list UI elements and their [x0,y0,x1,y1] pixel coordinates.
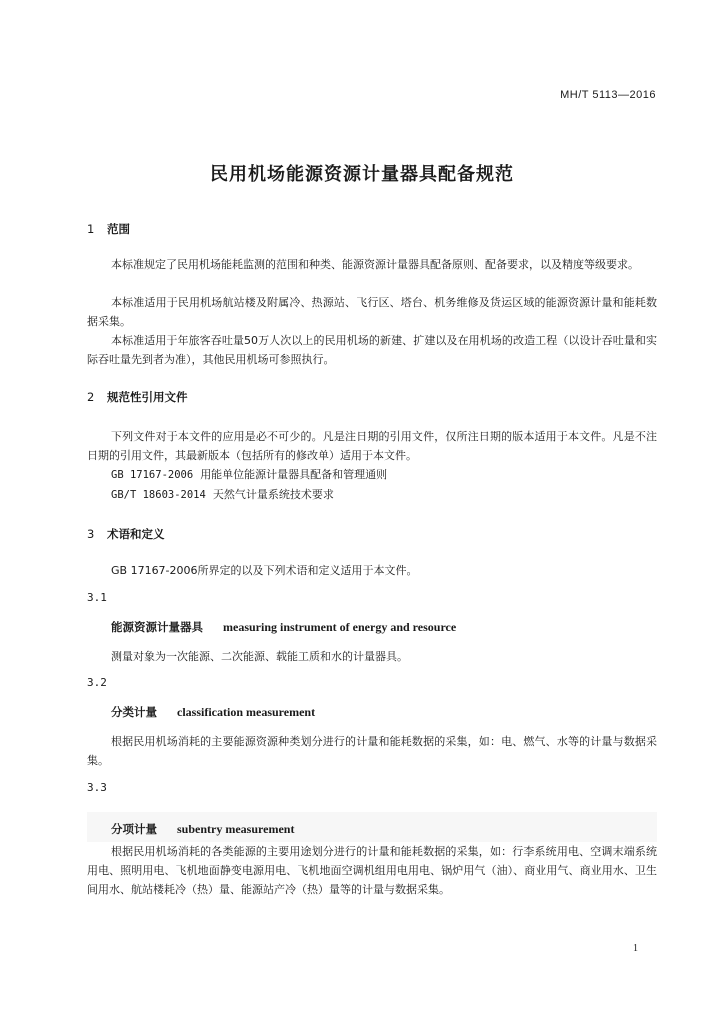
paragraph: 本标准适用于民用机场航站楼及附属冷、热源站、飞行区、塔台、机务维修及货运区域的能源资源计量和能耗数据采集。 [87,296,657,328]
paragraph: 下列文件对于本文件的应用是必不可少的。凡是注日期的引用文件，仅所注日期的版本适用于本文件。凡是不注日期的引用文件，其最新版本（包括所有的修改单）适用于本文件。 [87,430,657,462]
term-definition: 根据民用机场消耗的各类能源的主要用途划分进行的计量和能耗数据的采集，如：行李系统用电、空调末端系统用电、照明用电、飞机地面静变电源用电、飞机地面空调机组用电用电、锅炉用气（油）、商业用气、商业用水、卫生间用水、航站楼耗冷（热）量、能源站产冷（热）量等的计量与数据采集。 [87,845,657,896]
term-en: measuring instrument of energy and resource [223,620,457,634]
section-1-heading [87,221,130,237]
normative-reference [111,466,387,482]
term-definition: 根据民用机场消耗的主要能源资源种类划分进行的计量和能耗数据的采集，如：电、燃气、水等的计量与数据采集。 [87,735,657,767]
section-number: 2 [87,390,95,404]
section-number: 1 [87,222,95,236]
term-zh: 分项计量 [111,822,157,836]
reference-code: GB/T 18603-2014 [111,489,206,501]
reference-title: 天然气计量系统技术要求 [212,488,334,501]
reference-title: 用能单位能源计量器具配备和管理通则 [200,468,388,481]
section-title: 术语和定义 [107,527,165,541]
term-zh: 能源资源计量器具 [111,620,203,634]
term-en: subentry measurement [177,822,295,836]
term-heading [111,704,315,720]
term-zh: 分类计量 [111,705,157,719]
paragraph: GB 17167-2006所界定的以及下列术语和定义适用于本文件。 [111,564,418,577]
clause-number: 3.3 [87,781,107,794]
document-title: 民用机场能源资源计量器具配备规范 [210,164,514,185]
page-number: 1 [633,943,638,954]
term-en: classification measurement [177,705,316,719]
reference-code: GB 17167-2006 [111,469,194,481]
clause-number: 3.1 [87,591,107,604]
clause-number: 3.2 [87,676,107,689]
normative-reference [111,486,334,502]
section-3-heading [87,526,165,542]
term-heading [111,619,456,635]
paragraph: 本标准规定了民用机场能耗监测的范围和种类、能源资源计量器具配备原则、配备要求，以及精度等级要求。 [111,258,639,271]
section-number: 3 [87,527,95,541]
section-title: 规范性引用文件 [107,390,188,404]
paragraph: 本标准适用于年旅客吞吐量50万人次以上的民用机场的新建、扩建以及在用机场的改造工程（以设计吞吐量和实际吞吐量先到者为准），其他民用机场可参照执行。 [87,334,657,366]
section-title: 范围 [107,222,130,236]
term-definition: 测量对象为一次能源、二次能源、载能工质和水的计量器具。 [111,650,408,663]
term-heading [111,821,294,837]
section-2-heading [87,389,188,405]
standard-code: MH/T 5113—2016 [560,89,656,101]
